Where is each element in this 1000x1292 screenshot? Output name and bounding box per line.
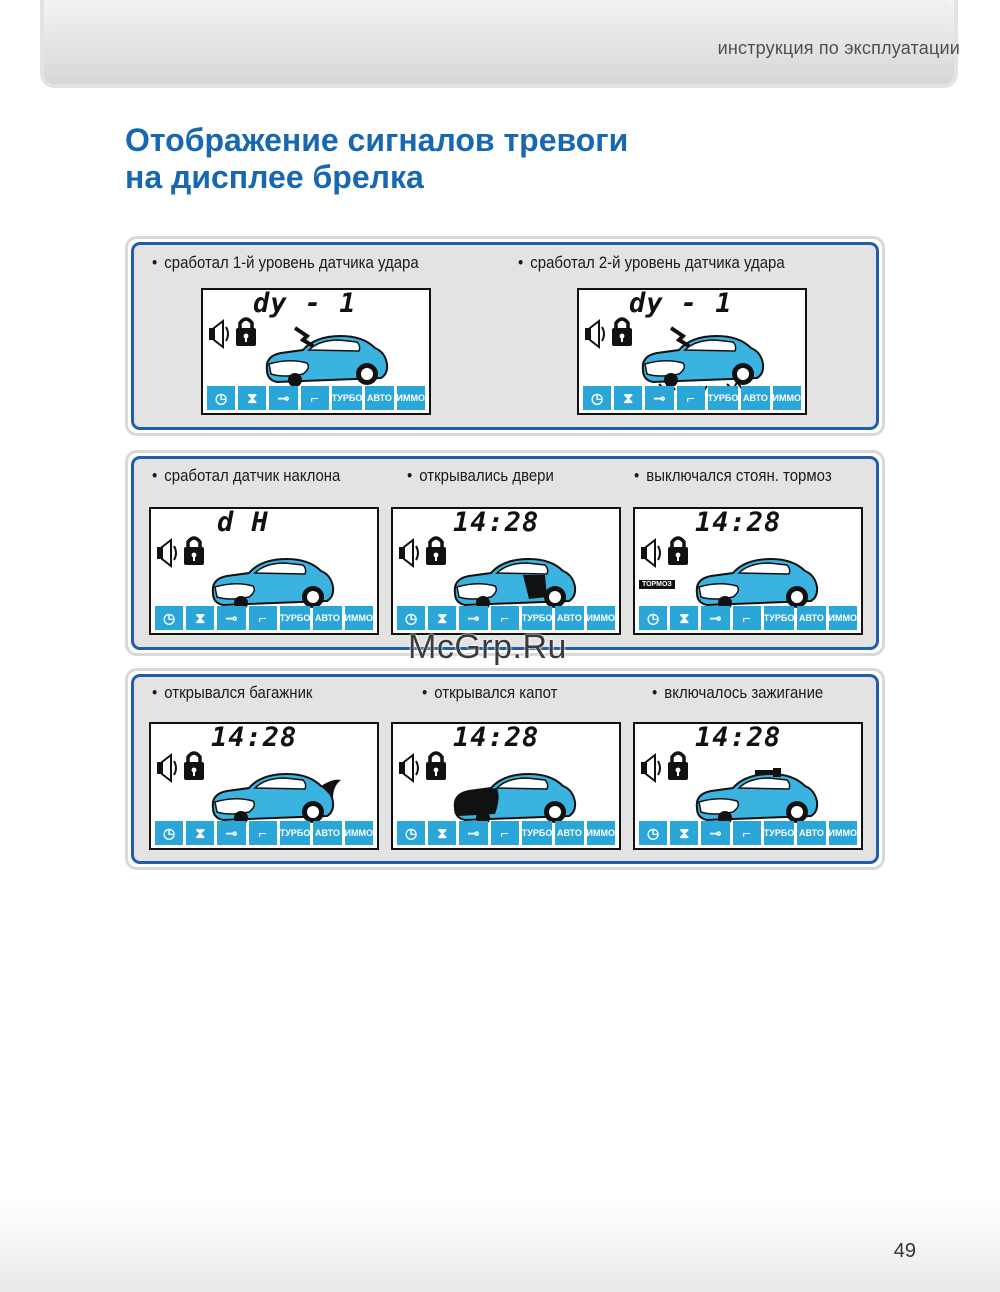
siren-icon	[399, 540, 418, 566]
siren-icon	[399, 755, 418, 781]
car-icon	[455, 774, 575, 825]
lcd-readout: dy - 1	[253, 288, 357, 319]
page-number: 49	[893, 1240, 916, 1262]
lcd-hood	[391, 722, 621, 850]
page-title-line2: на дисплее брелка	[125, 159, 424, 195]
hourglass-icon: ⧗	[428, 821, 456, 845]
lcd-trunk	[149, 722, 379, 850]
lcd-icon-strip	[207, 386, 425, 410]
auto-indicator: АВТО	[313, 606, 341, 630]
lcd-readout: d H	[217, 507, 269, 538]
bullet: •	[634, 466, 640, 485]
turbo-indicator: ТУРБО	[280, 821, 311, 845]
auto-indicator: АВТО	[555, 821, 583, 845]
thermometer-icon: ⊸	[269, 386, 297, 410]
siren-icon	[641, 755, 660, 781]
thermometer-icon: ⊸	[459, 606, 487, 630]
lcd-shock-level-2	[577, 288, 807, 415]
turbo-indicator: ТУРБО	[764, 606, 795, 630]
page-title	[125, 122, 628, 196]
caption-text: открывался багажник	[164, 683, 313, 702]
wrench-icon: ⌐	[491, 821, 519, 845]
lcd-readout: 14:28	[695, 722, 782, 753]
thermometer-icon: ⊸	[645, 386, 673, 410]
caption-text: сработал 1-й уровень датчика удара	[164, 253, 419, 272]
clock-icon: ◷	[639, 821, 667, 845]
lock-icon	[184, 753, 204, 780]
auto-indicator: АВТО	[313, 821, 341, 845]
wrench-icon: ⌐	[249, 821, 277, 845]
wrench-icon: ⌐	[733, 821, 761, 845]
wrench-icon: ⌐	[301, 386, 329, 410]
thermometer-icon: ⊸	[217, 606, 245, 630]
panel-shock-sensor	[125, 236, 885, 436]
thermometer-icon: ⊸	[701, 821, 729, 845]
wrench-icon: ⌐	[733, 606, 761, 630]
clock-icon: ◷	[155, 821, 183, 845]
immo-indicator: ИММО	[587, 821, 615, 845]
wrench-icon: ⌐	[249, 606, 277, 630]
immo-indicator: ИММО	[345, 606, 373, 630]
thermometer-icon: ⊸	[459, 821, 487, 845]
lcd-readout: 14:28	[695, 507, 782, 538]
lock-icon	[426, 538, 446, 565]
auto-indicator: АВТО	[797, 606, 825, 630]
car-icon	[697, 559, 817, 610]
page-title-line1: Отображение сигналов тревоги	[125, 122, 629, 158]
turbo-indicator: ТУРБО	[708, 386, 739, 410]
lcd-readout: 14:28	[211, 722, 298, 753]
auto-indicator: АВТО	[741, 386, 769, 410]
thermometer-icon: ⊸	[217, 821, 245, 845]
lcd-icon-strip	[155, 606, 373, 630]
lcd-icon-strip	[155, 821, 373, 845]
bullet: •	[152, 253, 158, 272]
siren-icon	[585, 321, 604, 347]
clock-icon: ◷	[639, 606, 667, 630]
immo-indicator: ИММО	[397, 386, 425, 410]
caption-trunk	[152, 683, 312, 703]
wrench-icon: ⌐	[491, 606, 519, 630]
auto-indicator: АВТО	[555, 606, 583, 630]
caption-shock-level-2	[518, 253, 785, 273]
clock-icon: ◷	[207, 386, 235, 410]
lcd-readout: 14:28	[453, 507, 540, 538]
thermometer-icon: ⊸	[701, 606, 729, 630]
caption-text: включалось зажигание	[664, 683, 824, 702]
clock-icon: ◷	[397, 606, 425, 630]
lcd-icon-strip	[639, 606, 857, 630]
hourglass-icon: ⧗	[670, 606, 698, 630]
lock-icon	[668, 753, 688, 780]
caption-text: сработал 2-й уровень датчика удара	[530, 253, 785, 272]
turbo-indicator: ТУРБО	[280, 606, 311, 630]
bullet: •	[407, 466, 413, 485]
car-icon	[267, 328, 387, 387]
lcd-shock-level-1	[201, 288, 431, 415]
turbo-indicator: ТУРБО	[332, 386, 363, 410]
lcd-ignition	[633, 722, 863, 850]
hourglass-icon: ⧗	[186, 606, 214, 630]
hourglass-icon: ⧗	[670, 821, 698, 845]
lock-icon	[426, 753, 446, 780]
immo-indicator: ИММО	[773, 386, 801, 410]
turbo-indicator: ТУРБО	[522, 606, 553, 630]
siren-icon	[157, 755, 176, 781]
footer-band	[0, 1200, 1000, 1292]
bullet: •	[152, 683, 158, 702]
caption-text: сработал датчик наклона	[164, 466, 341, 485]
caption-tilt-sensor	[152, 466, 340, 486]
auto-indicator: АВТО	[797, 821, 825, 845]
bullet: •	[152, 466, 158, 485]
hourglass-icon: ⧗	[614, 386, 642, 410]
car-icon	[213, 774, 341, 825]
siren-icon	[209, 321, 228, 347]
hourglass-icon: ⧗	[428, 606, 456, 630]
lcd-icon-strip	[397, 606, 615, 630]
caption-text: выключался стоян. тормоз	[646, 466, 832, 485]
watermark: McGrp.Ru	[408, 628, 567, 666]
panel-shock-sensor-inner	[131, 242, 879, 430]
panel-sensors-inner	[131, 456, 879, 650]
hourglass-icon: ⧗	[186, 821, 214, 845]
hourglass-icon: ⧗	[238, 386, 266, 410]
car-icon	[455, 559, 575, 610]
caption-text: открывались двери	[419, 466, 554, 485]
panel-openings	[125, 668, 885, 870]
lcd-tilt-sensor	[149, 507, 379, 635]
bullet: •	[652, 683, 658, 702]
caption-parking-brake	[634, 466, 832, 486]
header-text: инструкция по эксплуатации	[717, 38, 960, 58]
caption-text: открывался капот	[434, 683, 558, 702]
turbo-indicator: ТУРБО	[522, 821, 553, 845]
caption-ignition	[652, 683, 823, 703]
lock-icon	[612, 319, 632, 346]
car-icon	[213, 559, 333, 610]
siren-icon	[157, 540, 176, 566]
siren-icon	[641, 540, 660, 566]
immo-indicator: ИММО	[587, 606, 615, 630]
panel-openings-inner	[131, 674, 879, 864]
caption-shock-level-1	[152, 253, 419, 273]
car-icon	[643, 328, 763, 392]
auto-indicator: АВТО	[365, 386, 393, 410]
caption-hood	[422, 683, 557, 703]
panel-sensors	[125, 450, 885, 656]
caption-doors	[407, 466, 554, 486]
turbo-indicator: ТУРБО	[764, 821, 795, 845]
lcd-readout: dy - 1	[629, 288, 733, 319]
lock-icon	[184, 538, 204, 565]
lcd-icon-strip	[397, 821, 615, 845]
clock-icon: ◷	[397, 821, 425, 845]
lcd-readout: 14:28	[453, 722, 540, 753]
lcd-icon-strip	[639, 821, 857, 845]
brake-badge: ТОРМОЗ	[639, 580, 675, 589]
lock-icon	[668, 538, 688, 565]
immo-indicator: ИММО	[829, 821, 857, 845]
clock-icon: ◷	[155, 606, 183, 630]
bullet: •	[518, 253, 524, 272]
clock-icon: ◷	[583, 386, 611, 410]
wrench-icon: ⌐	[677, 386, 705, 410]
lcd-icon-strip	[583, 386, 801, 410]
bullet: •	[422, 683, 428, 702]
lock-icon	[236, 319, 256, 346]
car-icon	[697, 768, 817, 825]
lcd-doors	[391, 507, 621, 635]
lcd-parking-brake	[633, 507, 863, 635]
immo-indicator: ИММО	[829, 606, 857, 630]
immo-indicator: ИММО	[345, 821, 373, 845]
